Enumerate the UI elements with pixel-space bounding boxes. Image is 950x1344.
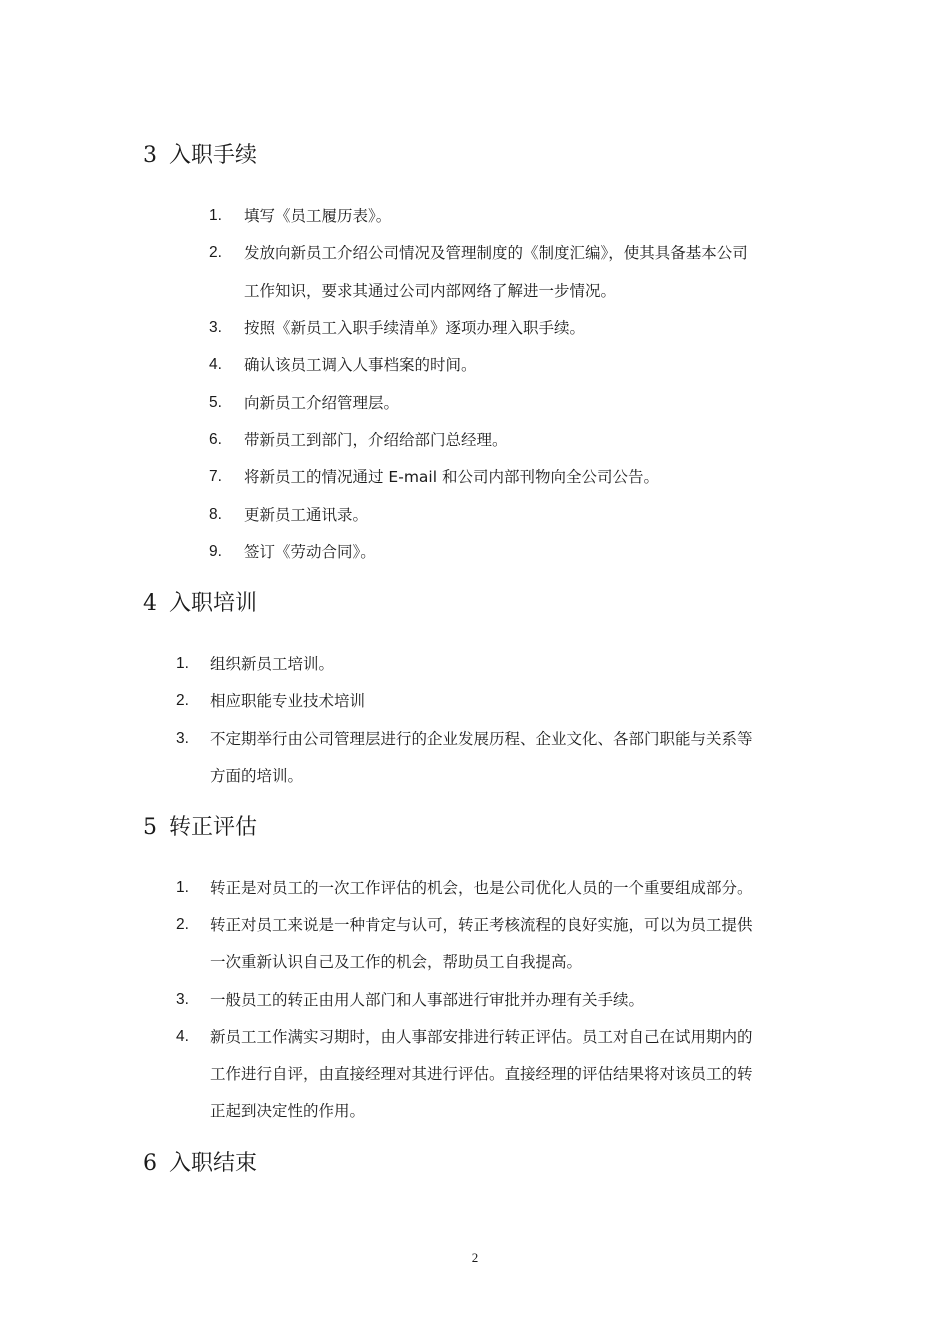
section-heading: 6 入职结束: [143, 1151, 258, 1176]
list-item-continuation: 工作知识，要求其通过公司内部网络了解进一步情况。: [244, 282, 617, 300]
list-item-continuation: 方面的培训。: [210, 767, 304, 785]
page-number: 2: [471, 1250, 479, 1265]
list-item-continuation: 正起到决定性的作用。: [210, 1102, 366, 1120]
section-heading: 4 入职培训: [143, 591, 258, 616]
document-page: 3 入职手续 1. 填写《员工履历表》。 2. 发放向新员工介绍公司情况及管理制度的《制度汇编》，使其具备基本公司 工作知识，要求其通过公司内部网络了解进一步情况。 3. 按照《新员工入职手续清单》逐项办理入职手续。 4. 确认该员工调入人事档案的时间。 5. 向新员工介绍管理层。 6. 带新员工到部门，介绍给部门总经理。 7. 将新员工的情况通过 E-mail 和公司内部刊物向全公司公告。 8. 更新员工通讯录。 9. 签订《劳动合同》。 4 入职培训 1. 组织新员工培训。 2. 相应职能专业技术培训 3. 不定期举行由公司管理层进行的企业发展历程、企业文化、各部门职能与关系等 方面的培训。 5 转正评估 1. 转正是对员工的一次工作评估的机会，也是公司优化人员的一个重要组成部分。 2. 转正对员工来说是一种肯定与认可，转正考核流程的良好实施，可以为员工提供 一次重新认识自己及工作的机会，帮助员工自我提高。 3. 一般员工的转正由用人部门和人事部进行审批并办理有关手续。 4. 新员工工作满实习期时，由人事部安排进行转正评估。员工对自己在试用期内的 工作进行自评，由直接经理对其进行评估。直接经理的评估结果将对该员工的转 正起到决定性的作用。 6 入职结束 2: [0, 0, 950, 1344]
section-heading: 3 入职手续: [143, 143, 258, 168]
section-heading: 5 转正评估: [143, 815, 258, 840]
list-item-continuation: 工作进行自评，由直接经理对其进行评估。直接经理的评估结果将对该员工的转: [210, 1065, 753, 1083]
list-item-continuation: 一次重新认识自己及工作的机会，帮助员工自我提高。: [210, 953, 583, 971]
